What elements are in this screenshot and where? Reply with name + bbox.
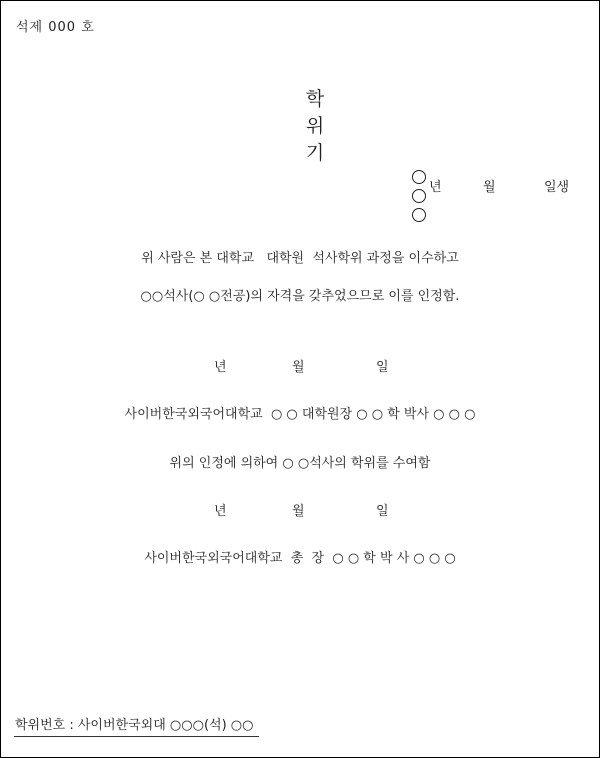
president-signature: 사이버한국외국어대학교 총 장 ○ ○ 학 박 사 ○ ○ ○	[144, 551, 456, 566]
body-line-2: ○○석사(○ ○전공)의 자격을 갖추었으므로 이를 인정함.	[140, 289, 460, 304]
graduate-dean-signature: 사이버한국외국어대학교 ○ ○ 대학원장 ○ ○ 학 박사 ○ ○ ○	[124, 407, 476, 422]
document-title	[1, 62, 599, 187]
recipient-name-placeholder	[392, 150, 468, 245]
date1-month: 월	[292, 360, 305, 375]
date1-year: 년	[214, 360, 227, 375]
body-line-1: 위 사람은 본 대학교 대학원 석사학위 과정을 이수하고	[141, 251, 459, 266]
birth-year-label: 년	[429, 180, 442, 195]
date2-year: 년	[214, 504, 227, 519]
title-char-2: 위	[305, 115, 327, 137]
birth-month-label: 월	[483, 180, 496, 195]
date2-month: 월	[292, 504, 305, 519]
document-number: 석제 000 호	[16, 20, 95, 35]
title-char-1: 학	[305, 88, 327, 110]
conferral-statement: 위의 인정에 의하여 ○ ○석사의 학위를 수여함	[169, 456, 431, 471]
name-circle-3	[412, 208, 426, 222]
name-circle-2	[412, 189, 426, 203]
name-circle-1	[412, 170, 426, 184]
birth-day-label: 일생	[544, 180, 570, 195]
degree-number: 학위번호 : 사이버한국외대 ○○○(석) ○○	[14, 714, 259, 737]
date2-day: 일	[376, 504, 389, 519]
title-char-3: 기	[305, 142, 327, 164]
date1-day: 일	[376, 360, 389, 375]
